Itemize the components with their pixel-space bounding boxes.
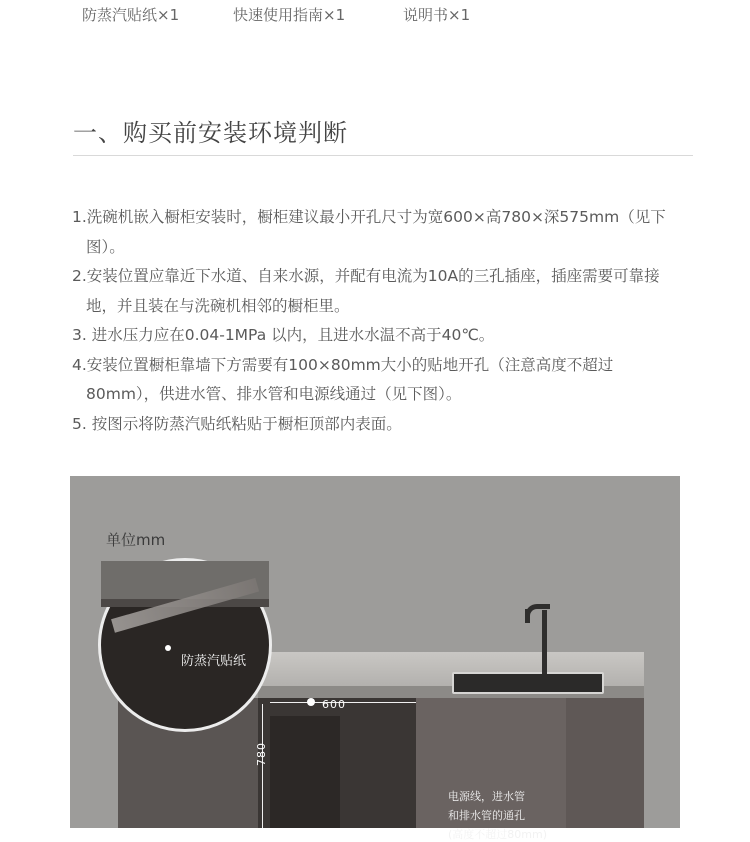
faucet-spout [525,609,530,621]
pass-through-note: 和排水管的通孔 [448,809,525,822]
requirement-text: 1.洗碗机嵌入橱柜安装时，橱柜建议最小开孔尺寸为宽600×高780×深575mm（见下 [72,208,666,226]
requirements-list [72,203,692,439]
accessory-sticker: 防蒸汽贴纸×1 [82,6,180,24]
accessories-list [0,4,750,26]
requirement-text: 4.安装位置橱柜靠墙下方需要有100×80mm大小的贴地开孔（注意高度不超过 [72,355,614,374]
zoom-label: 防蒸汽贴纸 [181,654,247,669]
requirement-item [72,321,692,351]
accessory-quick-guide: 快速使用指南×1 [233,6,346,24]
requirement-item [72,410,692,440]
requirement-item [72,203,692,262]
zoom-callout [98,558,272,732]
section-divider [73,155,693,156]
height-dimension-label: 780 [255,742,268,766]
requirement-continuation: 80mm），供进水管、排水管和电源线通过（见下图）。 [86,385,462,403]
zoom-marker [165,645,171,651]
requirement-text: 2.安装位置应靠近下水道、自来水源，并配有电流为10A的三孔插座，插座需要可靠接 [72,267,660,285]
requirement-continuation: 地，并且装在与洗碗机相邻的橱柜里。 [86,296,350,315]
width-dimension-label: 600 [322,698,346,711]
requirement-item [72,351,692,410]
sink [452,672,604,694]
unit-label: 单位mm [106,531,166,549]
accessory-manual: 说明书×1 [403,6,471,24]
pass-through-note: 电源线，进水管 [448,790,525,803]
pass-through-note: (高度不超过80mm) [448,828,548,841]
requirement-item [72,262,692,321]
cavity-inner-shadow [270,716,340,828]
height-dimension-line [262,704,263,828]
requirement-text: 3. 进水压力应在0.04-1MPa 以内，且进水水温不高于40℃。 [72,326,495,344]
requirement-continuation: 图）。 [86,237,125,256]
requirement-text: 5. 按图示将防蒸汽贴纸粘贴于橱柜顶部内表面。 [72,414,402,433]
width-dimension-marker [307,698,315,706]
installation-figure [70,476,680,841]
cabinet-right-end [566,698,644,828]
section-title: 一、购买前安装环境判断 [73,119,348,147]
